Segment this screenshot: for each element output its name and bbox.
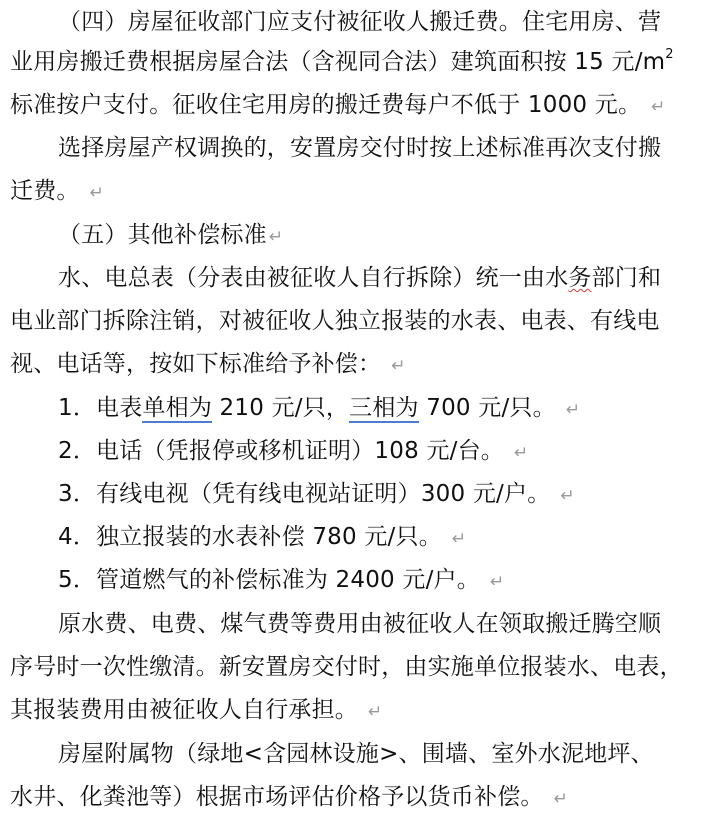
text-run: 部门和 — [591, 265, 662, 291]
text-run: 电业部门拆除注销，对被征收人独立报装的水表、电表、有线电 — [10, 308, 660, 334]
grammar-underlined-text: 单相为 — [142, 395, 213, 421]
superscript: 2 — [665, 47, 674, 62]
text-run: 水、电总表（分表由被征收人自行拆除）统一由水 — [58, 265, 569, 291]
paragraph-line — [58, 126, 661, 170]
text-run: 210 元/只， — [212, 395, 350, 421]
paragraph-line — [10, 645, 683, 689]
text-run: 2．电话（凭报停或移机证明）108 元/台。 — [58, 438, 504, 464]
text-run: 业用房搬迁费根据房屋合法（含视同合法）建筑面积按 15 元/m — [10, 49, 666, 75]
paragraph-mark-icon: ↵ — [514, 443, 529, 463]
paragraph-line — [58, 0, 661, 44]
paragraph-line — [58, 732, 654, 776]
list-item — [58, 386, 580, 430]
paragraph-mark-icon: ↵ — [560, 486, 575, 506]
text-run: 1．电表 — [58, 395, 143, 421]
heading-text: （五）其他补偿标准 — [58, 222, 267, 248]
text-run: 标准按户支付。征收住宅用房的搬迁费每户不低于 1000 元。 — [10, 92, 642, 118]
paragraph-line — [10, 299, 660, 343]
list-item — [58, 472, 575, 516]
text-run: 迁费。 — [10, 178, 80, 204]
paragraph-line — [10, 40, 674, 84]
text-run: 房屋附属物（绿地<含园林设施>、围墙、室外水泥地坪、 — [58, 741, 654, 767]
list-item — [58, 515, 466, 559]
paragraph-mark-icon: ↵ — [553, 789, 569, 809]
paragraph-mark-icon: ↵ — [268, 227, 284, 247]
text-run: 视、电话等，按如下标准给予补偿： — [10, 351, 382, 377]
paragraph-mark-icon: ↵ — [451, 529, 467, 549]
paragraph-line — [10, 342, 406, 386]
paragraph-line — [10, 83, 666, 127]
paragraph-line — [10, 775, 568, 819]
paragraph-mark-icon: ↵ — [489, 572, 505, 592]
paragraph-line — [58, 602, 661, 646]
spellcheck-underlined-word: 务 — [568, 265, 592, 291]
text-run: （四）房屋征收部门应支付被征收人搬迁费。住宅用房、营 — [58, 9, 662, 35]
paragraph-line — [10, 169, 104, 213]
paragraph-mark-icon: ↵ — [368, 702, 383, 722]
paragraph-mark-icon: ↵ — [651, 97, 666, 117]
paragraph-mark-icon: ↵ — [391, 356, 406, 376]
text-run: 水井、化粪池等）根据市场评估价格予以货币补偿。 — [10, 784, 544, 810]
paragraph-line — [10, 688, 382, 732]
list-item — [58, 429, 528, 473]
list-item — [58, 558, 504, 602]
section-heading — [58, 213, 283, 257]
text-run: 3．有线电视（凭有线电视站证明）300 元/户。 — [58, 481, 551, 507]
paragraph-mark-icon: ↵ — [89, 183, 105, 203]
paragraph-line — [58, 256, 661, 300]
text-run: 选择房屋产权调换的，安置房交付时按上述标准再次支付搬 — [58, 135, 662, 161]
grammar-underlined-text: 三相为 — [349, 395, 419, 421]
text-run: 序号时一次性缴清。新安置房交付时，由实施单位报装水、电表， — [10, 654, 683, 680]
paragraph-mark-icon: ↵ — [565, 400, 581, 420]
text-run: 700 元/只。 — [418, 395, 556, 421]
text-run: 4．独立报装的水表补偿 780 元/只。 — [58, 524, 442, 550]
text-run: 其报装费用由被征收人自行承担。 — [10, 697, 358, 723]
text-run: 5．管道燃气的补偿标准为 2400 元/户。 — [58, 567, 480, 593]
text-run: 原水费、电费、煤气费等费用由被征收人在领取搬迁腾空顺 — [58, 611, 662, 637]
